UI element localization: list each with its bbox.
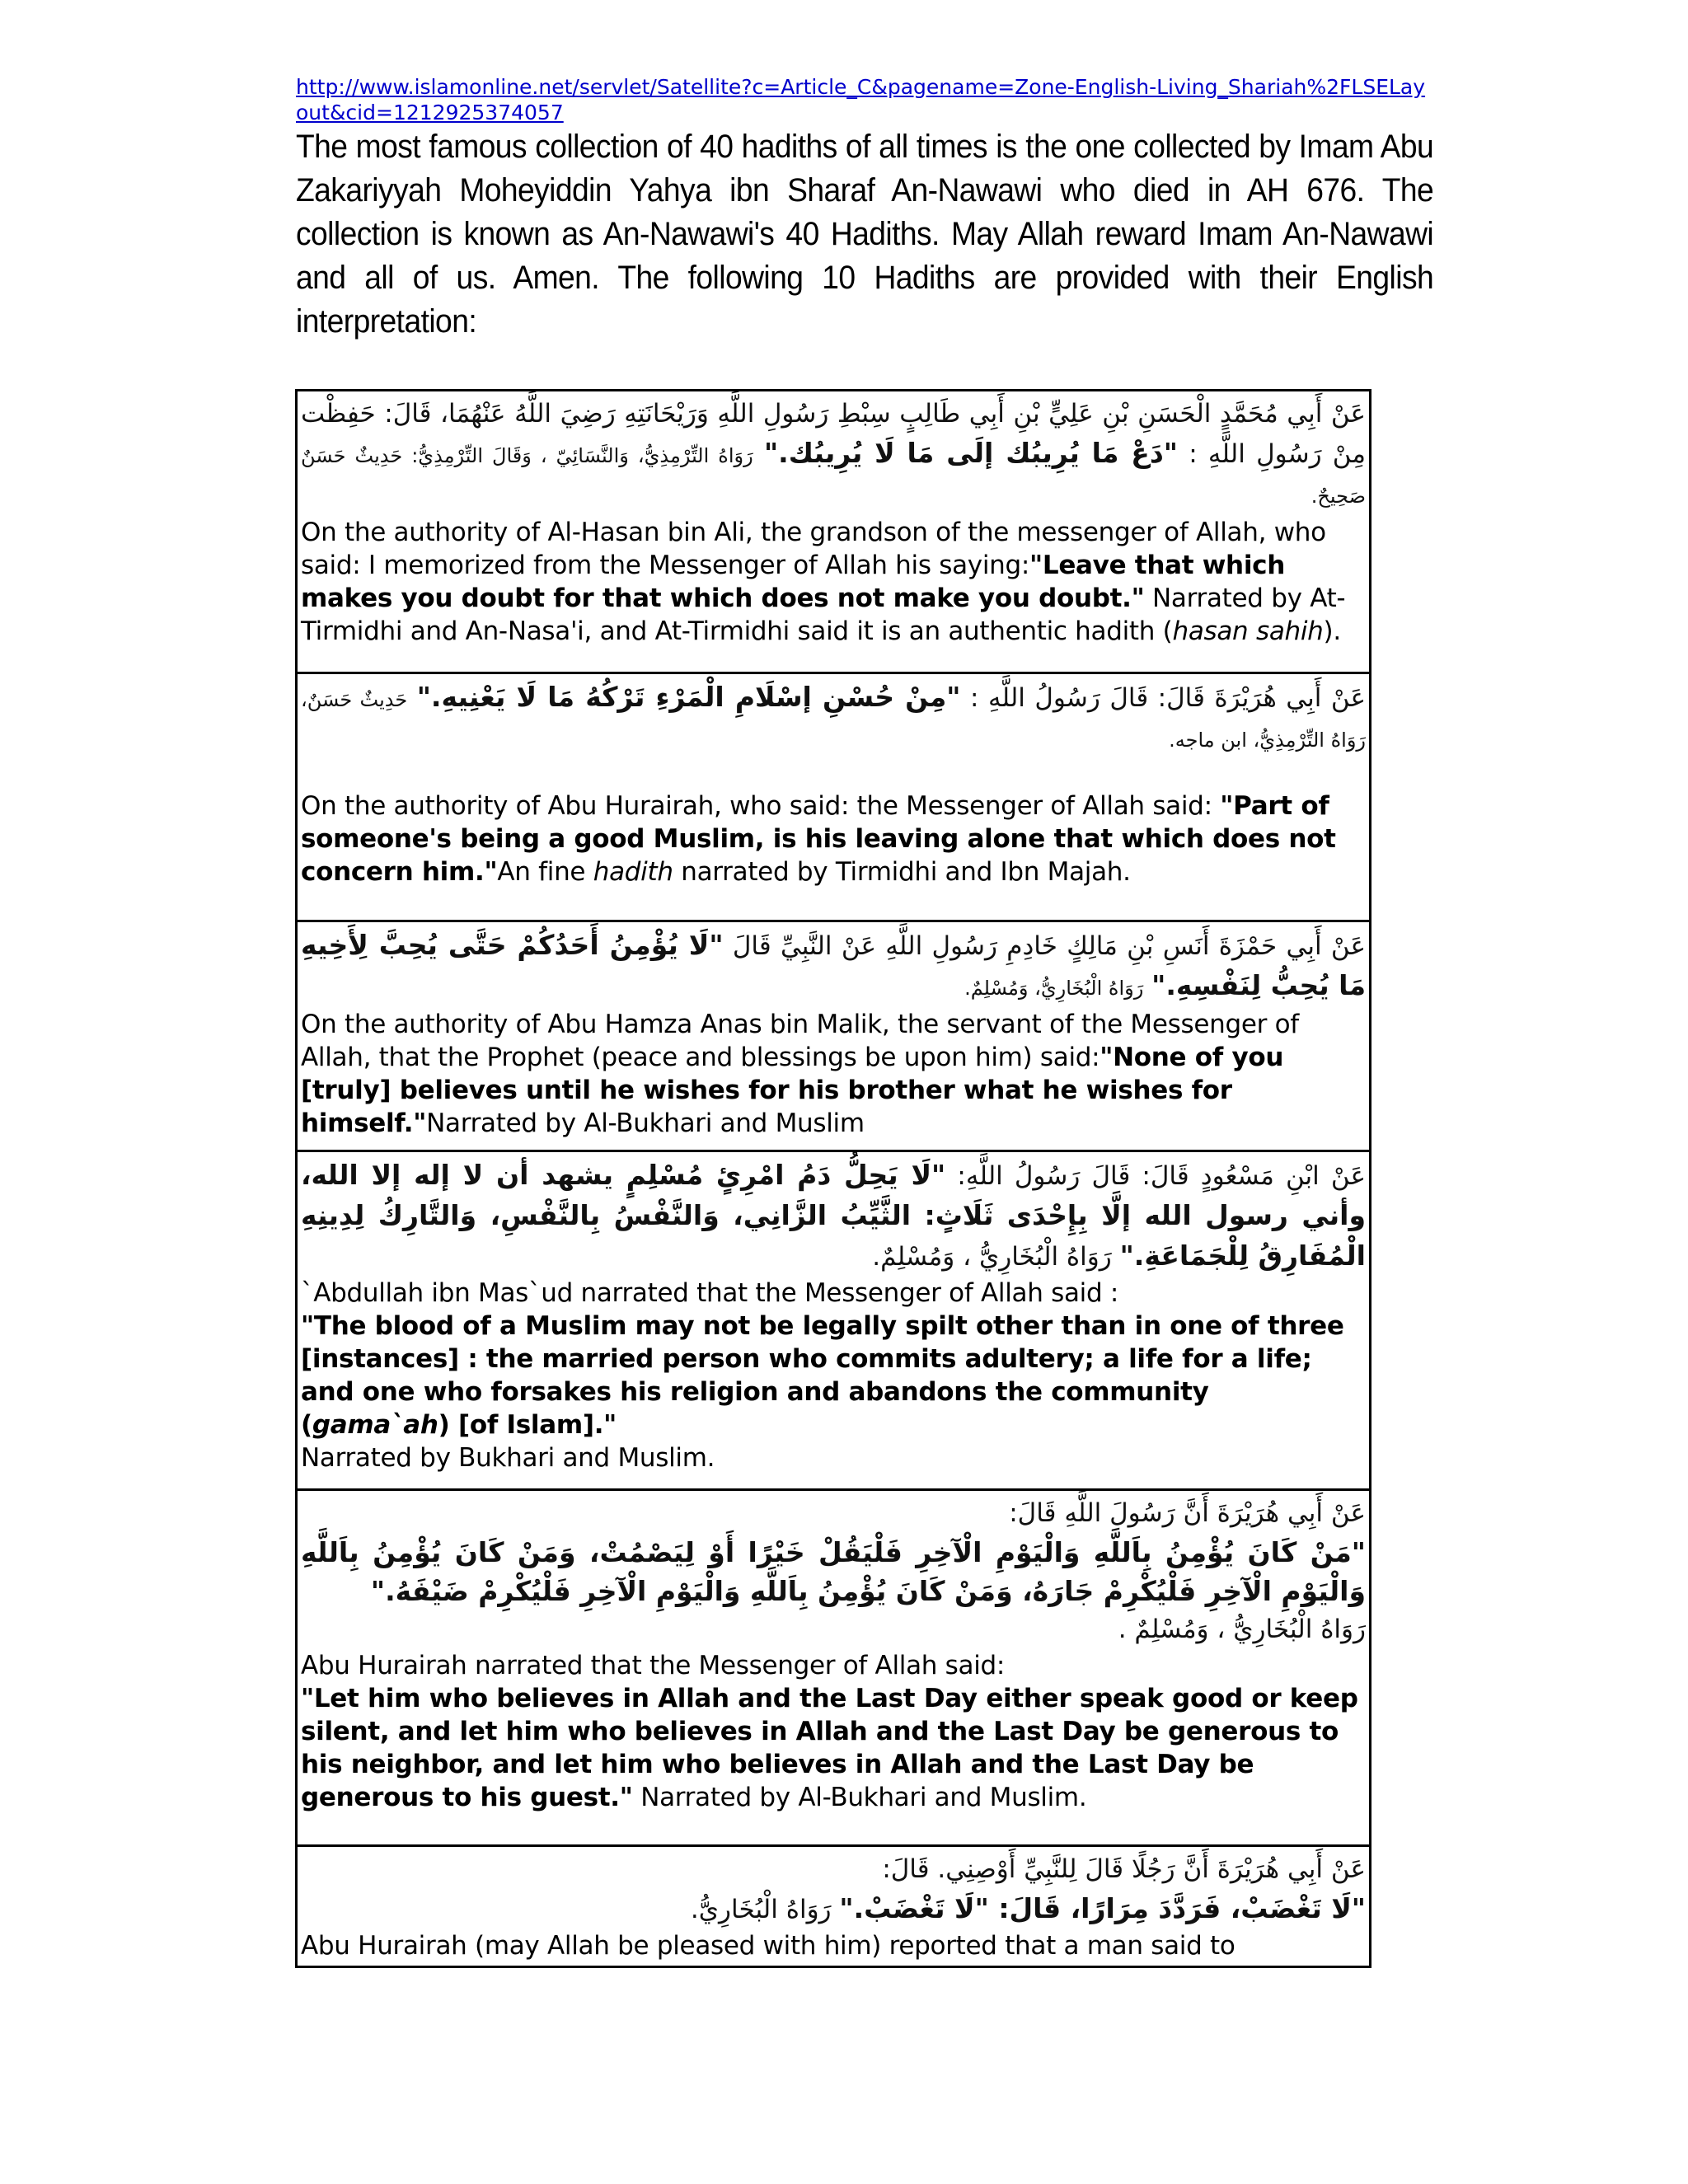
hadith-cell bbox=[297, 921, 1371, 1151]
english-translation: `Abdullah ibn Mas`ud narrated that the Messenger of Allah said : "The blood of a Muslim may not be legally spilt other than in one of three [instances] : the married person who commits adultery; a life for a life; and one who forsakes his religion and abandons the community (gama`ah) [of Islam]." Narrated by Bukhari and Muslim. bbox=[301, 1278, 1344, 1473]
arabic-text: عَنْ ابْنِ مَسْعُودٍ قَالَ: قَالَ رَسُولُ اللَّهِ: "لَا يَحِلُّ دَمُ امْرِئٍ مُسْلِمٍ يشهد أن لا إله إلا الله، وأني رسول الله إلَّا بِإِحْدَى ثَلَاثٍ: الثَّيِّبُ الزَّانِي، وَالنَّفْسُ بِالنَّفْسِ، وَالتَّارِكُ لِدِينِهِ الْمُفَارِقُ لِلْجَمَاعَةِ." رَوَاهُ الْبُخَارِيُّ ، وَمُسْلِمٌ. bbox=[301, 1159, 1367, 1272]
english-translation: Abu Hurairah (may Allah be pleased with him) reported that a man said to bbox=[301, 1931, 1236, 1961]
intro-paragraph: The most famous collection of 40 hadiths of all times is the one collected by Imam Abu Zakariyyah Moheyiddin Yahya ibn Sharaf An-Nawawi who died in AH 676. The collection is known as An-Nawawi's 40 Hadiths. May Allah reward Imam An-Nawawi and all of us. Amen. The following 10 Hadiths are provided with their English interpretation: bbox=[296, 129, 1434, 340]
hadith-cell bbox=[297, 1490, 1371, 1846]
hadith-cell bbox=[297, 673, 1371, 921]
hadith-row bbox=[297, 921, 1371, 1151]
hadith-row bbox=[297, 1151, 1371, 1490]
english-translation: On the authority of Al-Hasan bin Ali, the grandson of the messenger of Allah, who said: I memorized from the Messenger of Allah his saying:"Leave that which makes you doubt for that which does not make you doubt." Narrated by At-Tirmidhi and An-Nasa'i, and At-Tirmidhi said it is an authentic hadith (hasan sahih). bbox=[301, 518, 1346, 646]
hadith-table bbox=[295, 389, 1372, 1968]
english-translation: On the authority of Abu Hurairah, who said: the Messenger of Allah said: "Part of someone's being a good Muslim, is his leaving alone that which does not concern him."An fine hadith narrated by Tirmidhi and Ibn Majah. bbox=[301, 791, 1336, 887]
arabic-text: عَنْ أَبِي هُرَيْرَةَ أَنَّ رَجُلًا قَالَ لِلنَّبِيِّ أَوْصِنِي. قَالَ: "لَا تَغْضَبْ، فَرَدَّدَ مِرَارًا، قَالَ: "لَا تَغْضَبْ." رَوَاهُ الْبُخَارِيُّ. bbox=[690, 1854, 1366, 1924]
hadith-row bbox=[297, 673, 1371, 921]
source-url-link[interactable]: http://www.islamonline.net/servlet/Satellite?c=Article_C&pagename=Zone-English-Living_Shariah%2FLSELayout&cid=1212925374057 bbox=[296, 75, 1426, 124]
arabic-text: عَنْ أَبِي حَمْزَةَ أَنَسِ بْنِ مَالِكٍ خَادِمِ رَسُولِ اللَّهِ عَنْ النَّبِيِّ قَالَ "لَا يُؤْمِنُ أَحَدُكُمْ حَتَّى يُحِبَّ لِأَخِيهِ مَا يُحِبُّ لِنَفْسِهِ." رَوَاهُ الْبُخَارِيُّ، وَمُسْلِمٌ. bbox=[301, 929, 1366, 1001]
hadith-row bbox=[297, 1846, 1371, 1967]
hadith-row bbox=[297, 1490, 1371, 1846]
hadith-cell bbox=[297, 391, 1371, 673]
hadith-cell bbox=[297, 1846, 1371, 1967]
arabic-text: عَنْ أَبِي هُرَيْرَةَ قَالَ: قَالَ رَسُولُ اللَّهِ : "مِنْ حُسْنِ إسْلَامِ الْمَرْءِ تَرْكُهُ مَا لَا يَعْنِيهِ." حَدِيثٌ حَسَنٌ، رَوَاهُ التِّرْمِذِيُّ، ابن ماجه. bbox=[301, 681, 1366, 752]
english-translation: On the authority of Abu Hamza Anas bin Malik, the servant of the Messenger of Allah, that the Prophet (peace and blessings be upon him) said:"None of you [truly] believes until he wishes for his brother what he wishes for himself."Narrated by Al-Bukhari and Muslim bbox=[301, 1010, 1299, 1138]
arabic-text: عَنْ أَبِي هُرَيْرَةَ أَنَّ رَسُولَ اللَّهِ قَالَ: "مَنْ كَانَ يُؤْمِنُ بِاَللَّهِ وَالْيَوْمِ الْآخِرِ فَلْيَقُلْ خَيْرًا أَوْ لِيَصْمُتْ، وَمَنْ كَانَ يُؤْمِنُ بِاَللَّهِ وَالْيَوْمِ الْآخِرِ فَلْيُكْرِمْ جَارَهُ، وَمَنْ كَانَ يُؤْمِنُ بِاَللَّهِ وَالْيَوْمِ الْآخِرِ فَلْيُكْرِمْ ضَيْفَهُ." رَوَاهُ الْبُخَارِيُّ ، وَمُسْلِمٌ . bbox=[301, 1498, 1366, 1644]
arabic-text: عَنْ أَبِي مُحَمَّدٍ الْحَسَنِ بْنِ عَلِيٍّ بْنِ أَبِي طَالِبٍ سِبْطِ رَسُولِ اللَّهِ وَرَيْحَانَتِهِ رَضِيَ اللَّهُ عَنْهُمَا، قَالَ: حَفِظْت مِنْ رَسُولِ اللَّهِ : "دَعْ مَا يُرِيبُك إلَى مَا لَا يُرِيبُك." رَوَاهُ التِّرْمِذِيُّ، وَالنَّسَائِيّ ، وَقَالَ التِّرْمِذِيُّ: حَدِيثٌ حَسَنٌ صَحِيحٌ. bbox=[301, 399, 1366, 508]
english-translation: Abu Hurairah narrated that the Messenger of Allah said: "Let him who believes in Allah and the Last Day either speak good or keep silent, and let him who believes in Allah and the Last Day be generous to his neighbor, and let him who believes in Allah and the Last Day be generous to his guest." Narrated by Al-Bukhari and Muslim. bbox=[301, 1651, 1358, 1812]
hadith-cell bbox=[297, 1151, 1371, 1490]
hadith-row bbox=[297, 391, 1371, 673]
